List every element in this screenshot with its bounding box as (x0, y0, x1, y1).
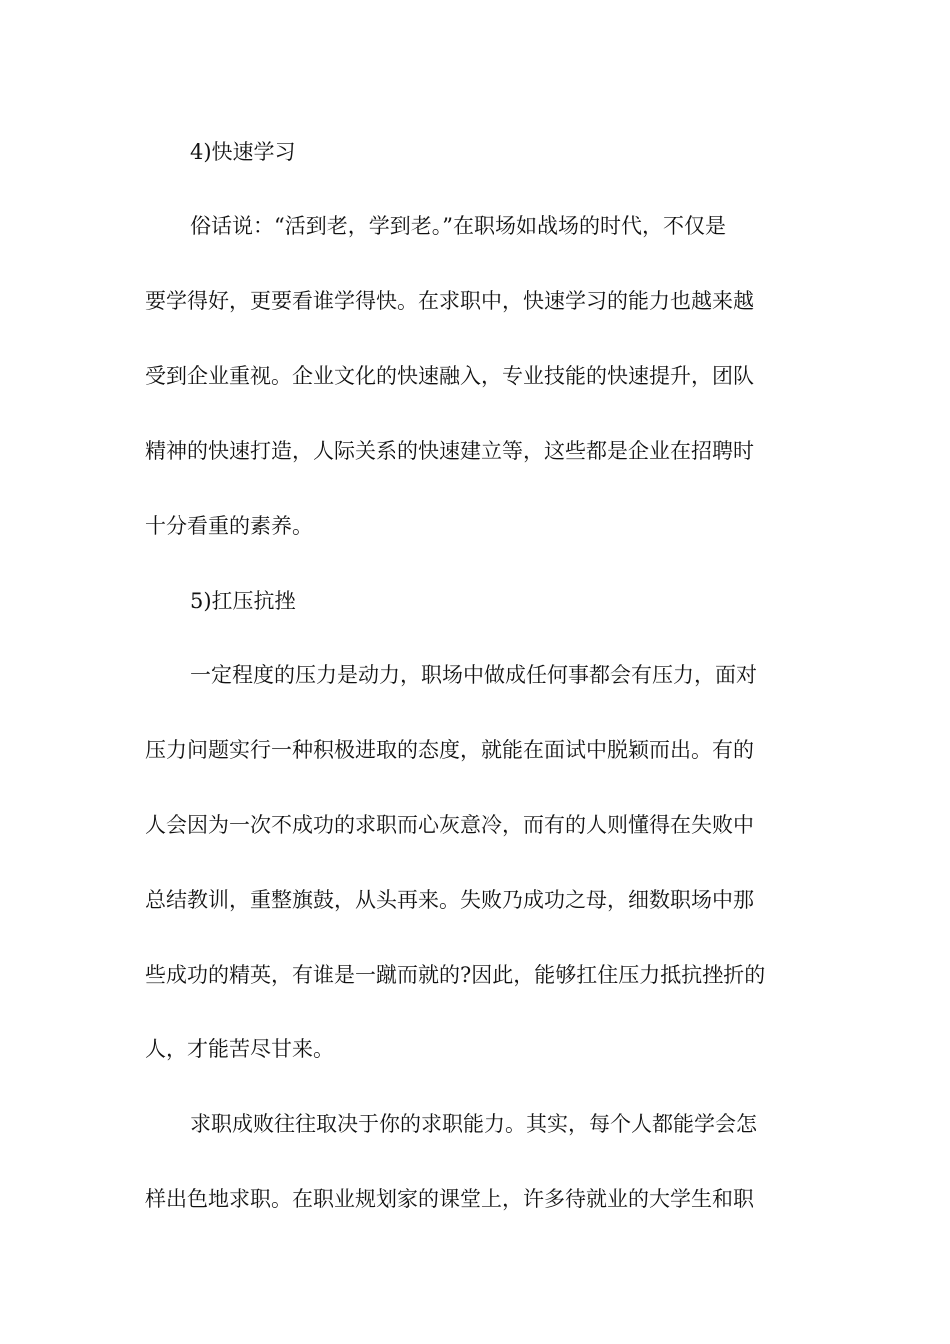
paragraph-line: 总结教训，重整旗鼓，从头再来。失败乃成功之母，细数职场中那 (145, 888, 754, 912)
paragraph-line: 压力问题实行一种积极进取的态度，就能在面试中脱颖而出。有的 (145, 738, 754, 762)
paragraph-line: 精神的快速打造，人际关系的快速建立等，这些都是企业在招聘时 (145, 439, 754, 463)
paragraph-line: 受到企业重视。企业文化的快速融入，专业技能的快速提升，团队 (145, 364, 754, 388)
section-heading: 4)快速学习 (190, 140, 296, 164)
paragraph-line: 样出色地求职。在职业规划家的课堂上，许多待就业的大学生和职 (145, 1187, 754, 1211)
section-heading: 5)扛压抗挫 (190, 589, 296, 613)
paragraph-line: 人会因为一次不成功的求职而心灰意冷，而有的人则懂得在失败中 (145, 813, 754, 837)
paragraph-line: 要学得好，更要看谁学得快。在求职中，快速学习的能力也越来越 (145, 289, 754, 313)
paragraph-line: 些成功的精英，有谁是一蹴而就的?因此，能够扛住压力抵抗挫折的 (145, 963, 766, 987)
paragraph-line: 十分看重的素养。 (145, 514, 313, 538)
paragraph-line: 一定程度的压力是动力，职场中做成任何事都会有压力，面对 (190, 663, 757, 687)
paragraph-line: 俗话说：“活到老，学到老。”在职场如战场的时代，不仅是 (190, 214, 726, 238)
paragraph-line: 人，才能苦尽甘来。 (145, 1037, 334, 1061)
paragraph-line: 求职成败往往取决于你的求职能力。其实，每个人都能学会怎 (190, 1112, 757, 1136)
